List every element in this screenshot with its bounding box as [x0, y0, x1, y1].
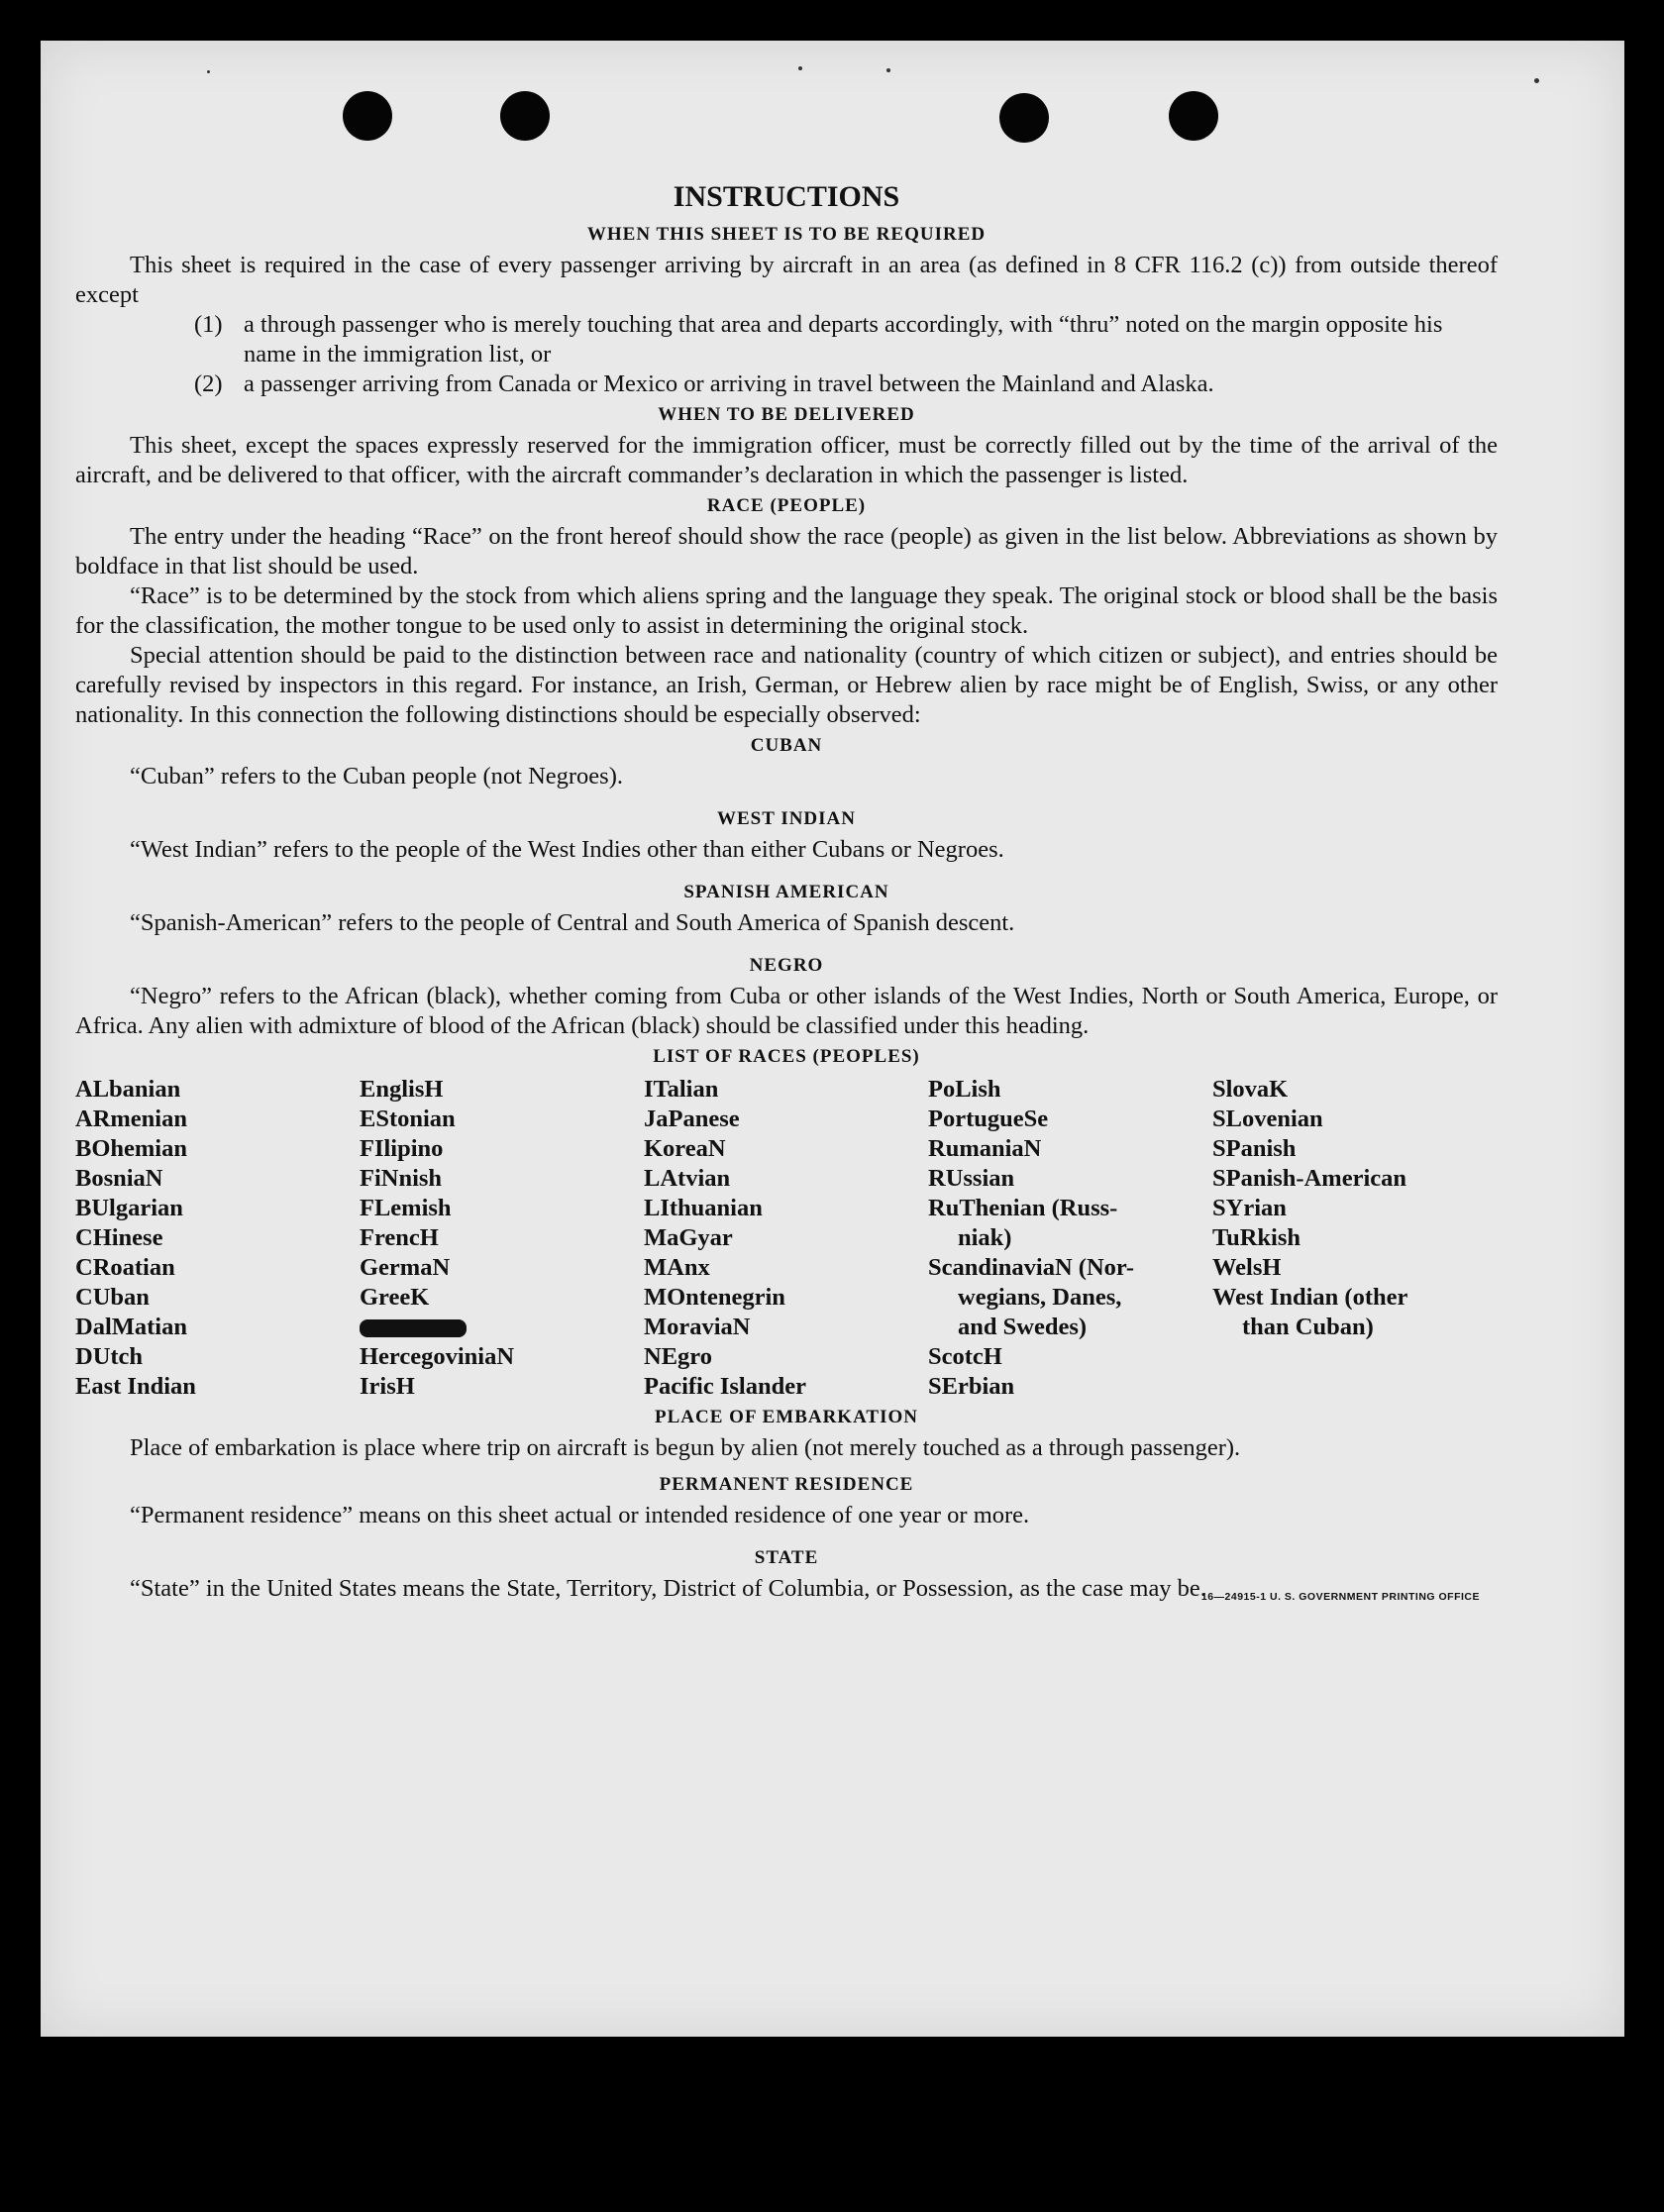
heading-race: RACE (PEOPLE)	[706, 495, 867, 516]
race-entry: BosniaN	[75, 1165, 163, 1192]
heading-embarkation: PLACE OF EMBARKATION	[655, 1407, 918, 1427]
race-entry: BOhemian	[75, 1135, 187, 1162]
redacted-entry	[360, 1313, 644, 1342]
instructions-content	[75, 177, 1498, 1612]
race-entry: RuThenian (Russ-	[928, 1195, 1118, 1221]
races-column	[360, 1075, 644, 1402]
race-entry: FrencH	[360, 1224, 439, 1251]
cuban-text: “Cuban” refers to the Cuban people (not Negroes).	[130, 763, 623, 790]
race-paragraph: The entry under the heading “Race” on the front hereof should show the race (people) as given in the list below. Abbreviations as shown by boldface in that list should be used.	[75, 523, 1498, 579]
race-entry: Pacific Islander	[644, 1373, 806, 1400]
embarkation-text: Place of embarkation is place where trip on aircraft is begun by alien (not merely touched as a through passenger).	[130, 1434, 1241, 1461]
heading-when-required: WHEN THIS SHEET IS TO BE REQUIRED	[586, 224, 987, 245]
state-text: “State” in the United States means the State, Territory, District of Columbia, or Possession, as the case may be.	[130, 1575, 1206, 1602]
punch-hole	[1169, 91, 1218, 141]
race-entry: wegians, Danes,	[958, 1284, 1122, 1311]
punch-hole	[500, 91, 550, 141]
item-text: a through passenger who is merely touching that area and departs accordingly, with “thru” noted on the margin opposite his name in the immigration list, or	[244, 311, 1443, 368]
dust-speck	[207, 70, 210, 73]
race-entry: DalMatian	[75, 1314, 187, 1340]
race-entry: MOntenegrin	[644, 1284, 785, 1311]
race-entry: NEgro	[644, 1343, 712, 1370]
races-column	[75, 1075, 360, 1402]
race-entry: SlovaK	[1212, 1076, 1289, 1103]
race-entry: GermaN	[360, 1254, 451, 1281]
item-text: a passenger arriving from Canada or Mexico or arriving in travel between the Mainland and Alaska.	[244, 370, 1214, 397]
race-entry: West Indian (other	[1212, 1284, 1408, 1311]
heading-cuban: CUBAN	[750, 735, 823, 756]
redaction-mark	[360, 1319, 467, 1337]
race-entry: IrisH	[360, 1373, 415, 1400]
heading-west-indian: WEST INDIAN	[717, 808, 856, 829]
race-entry: PortugueSe	[928, 1106, 1049, 1132]
race-entry: and Swedes)	[958, 1314, 1088, 1340]
when-required-text: This sheet is required in the case of every passenger arriving by aircraft in an area (as defined in 8 CFR 116.2 (c)) from outside thereof except	[75, 252, 1498, 308]
race-entry: DUtch	[75, 1343, 144, 1370]
spanish-american-text: “Spanish-American” refers to the people of Central and South America of Spanish descent.	[130, 909, 1015, 936]
race-entry: MoraviaN	[644, 1314, 751, 1340]
when-delivered-text: This sheet, except the spaces expressly reserved for the immigration officer, must be correctly filled out by the time of the arrival of the aircraft, and be delivered to that officer, with the aircraft commander’s declaration in which the passenger is listed.	[75, 432, 1498, 488]
races-column	[644, 1075, 928, 1402]
dust-speck	[798, 66, 802, 70]
race-entry: WelsH	[1212, 1254, 1282, 1281]
heading-permanent-residence: PERMANENT RESIDENCE	[659, 1474, 914, 1495]
heading-spanish-american: SPANISH AMERICAN	[683, 882, 889, 902]
race-paragraph: Special attention should be paid to the distinction between race and nationality (country of which citizen or subject), and entries should be carefully revised by inspectors in this regard. For instance, an Irish, German, or Hebrew alien by race might be of English, Swiss, or any other nationality. In this connection the following distinctions should be especially observed:	[75, 642, 1498, 728]
page-title: INSTRUCTIONS	[673, 180, 900, 213]
negro-text: “Negro” refers to the African (black), whether coming from Cuba or other islands of the West Indies, North or South America, Europe, or Africa. Any alien with admixture of blood of the African (black) should be classified under this heading.	[75, 983, 1498, 1039]
race-entry: than Cuban)	[1242, 1314, 1374, 1340]
race-entry: CHinese	[75, 1224, 163, 1251]
race-entry: SYrian	[1212, 1195, 1287, 1221]
residence-text: “Permanent residence” means on this sheet actual or intended residence of one year or more.	[130, 1502, 1030, 1528]
race-entry: GreeK	[360, 1284, 430, 1311]
race-entry: niak)	[958, 1224, 1012, 1251]
races-list	[75, 1075, 1498, 1402]
race-entry: KoreaN	[644, 1135, 726, 1162]
heading-when-delivered: WHEN TO BE DELIVERED	[658, 404, 915, 425]
race-entry: ARmenian	[75, 1106, 187, 1132]
heading-negro: NEGRO	[749, 955, 824, 976]
item-number: (1)	[194, 311, 223, 338]
race-entry: ScandinaviaN (Nor-	[928, 1254, 1135, 1281]
race-entry: BUlgarian	[75, 1195, 183, 1221]
heading-state: STATE	[754, 1547, 819, 1568]
race-entry: East Indian	[75, 1373, 196, 1400]
race-entry: EnglisH	[360, 1076, 444, 1103]
dust-speck	[1534, 78, 1539, 83]
race-entry: JaPanese	[644, 1106, 740, 1132]
races-column	[928, 1075, 1212, 1402]
west-indian-text: “West Indian” refers to the people of the West Indies other than either Cubans or Negroes.	[130, 836, 1004, 863]
race-entry: SPanish-American	[1212, 1165, 1406, 1192]
race-entry: FLemish	[360, 1195, 452, 1221]
item-number: (2)	[194, 370, 223, 397]
exception-item	[194, 310, 1498, 369]
race-entry: ALbanian	[75, 1076, 181, 1103]
race-entry: FiNnish	[360, 1165, 443, 1192]
race-entry: MaGyar	[644, 1224, 733, 1251]
punch-hole	[999, 93, 1049, 143]
race-entry: SLovenian	[1212, 1106, 1323, 1132]
heading-list-of-races: LIST OF RACES (PEOPLES)	[653, 1046, 920, 1067]
race-entry: SPanish	[1212, 1135, 1297, 1162]
race-entry: HercegoviniaN	[360, 1343, 515, 1370]
race-entry: LIthuanian	[644, 1195, 763, 1221]
race-entry: EStonian	[360, 1106, 456, 1132]
races-column	[1212, 1075, 1498, 1402]
exception-item	[194, 369, 1498, 399]
race-entry: CUban	[75, 1284, 150, 1311]
race-entry: FIlipino	[360, 1135, 444, 1162]
race-entry: PoLish	[928, 1076, 1001, 1103]
race-entry: SErbian	[928, 1373, 1015, 1400]
race-entry: CRoatian	[75, 1254, 175, 1281]
race-entry: TuRkish	[1212, 1224, 1301, 1251]
race-entry: ScotcH	[928, 1343, 1002, 1370]
race-paragraph: “Race” is to be determined by the stock from which aliens spring and the language they speak. The original stock or blood shall be the basis for the classification, the mother tongue to be used only to assist in determining the original stock.	[75, 582, 1498, 639]
punch-hole	[343, 91, 392, 141]
document-sheet	[41, 41, 1624, 2037]
dust-speck	[886, 68, 890, 72]
race-entry: RumaniaN	[928, 1135, 1042, 1162]
race-entry: MAnx	[644, 1254, 710, 1281]
race-entry: ITalian	[644, 1076, 719, 1103]
race-entry: RUssian	[928, 1165, 1015, 1192]
print-code: 16—24915-1 U. S. GOVERNMENT PRINTING OFFICE	[1200, 1591, 1480, 1603]
race-entry: LAtvian	[644, 1165, 731, 1192]
